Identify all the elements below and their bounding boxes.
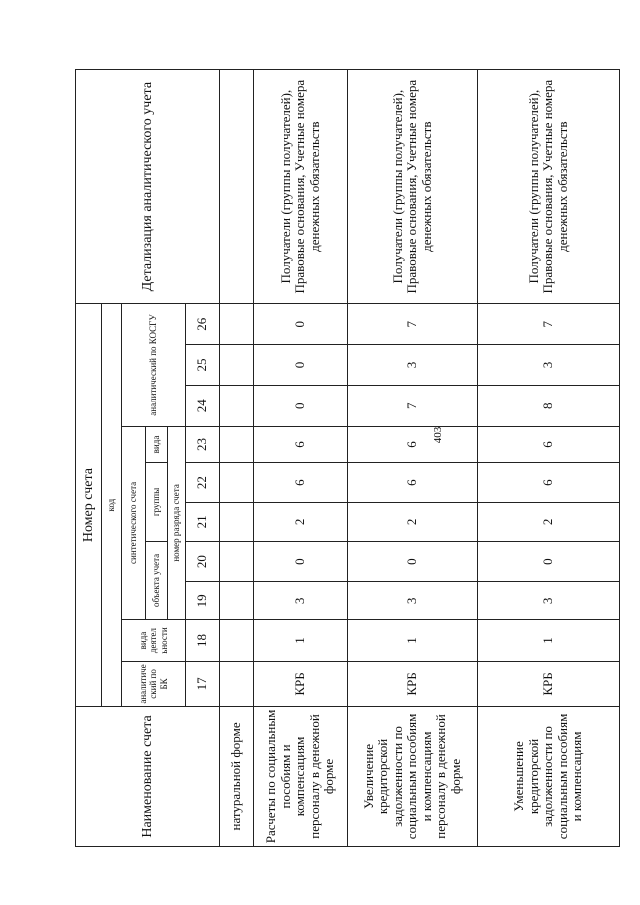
header-activity: вида деятел ьности: [122, 620, 186, 662]
row-value: 0: [348, 541, 478, 582]
digit-cell: 26: [186, 304, 220, 345]
row-value: 6: [254, 426, 348, 463]
row-value: 7: [478, 304, 620, 345]
row-value: 3: [478, 582, 620, 620]
rotated-page: [75, 69, 619, 847]
header-analytic-bk: аналитиче ский по БК: [122, 661, 186, 706]
row-name: Расчеты по социальным пособиям и компенсациям персоналу в денежной форме: [254, 706, 348, 846]
row-detail: Получатели (группы получателей), Правовые основания, Учетные номера денежных обязательств: [478, 70, 620, 304]
row-value: 2: [348, 503, 478, 542]
row-value: [220, 503, 254, 542]
row-detail: Получатели (группы получателей), Правовые основания, Учетные номера денежных обязательств: [348, 70, 478, 304]
header-synthetic: синтетического счета: [122, 426, 146, 619]
table-row: [478, 70, 620, 847]
digit-cell: 25: [186, 345, 220, 386]
row-value: 6: [348, 463, 478, 503]
row-value: 1: [478, 620, 620, 662]
row-value: 0: [254, 304, 348, 345]
digit-cell: 24: [186, 385, 220, 426]
row-detail: [220, 70, 254, 304]
row-value: [220, 661, 254, 706]
table-row: [348, 70, 478, 847]
digit-cell: 20: [186, 541, 220, 582]
header-number: Номер счета: [76, 304, 102, 707]
row-value: 7: [348, 385, 478, 426]
row-value: 2: [254, 503, 348, 542]
row-value: 2: [478, 503, 620, 542]
row-name: натуральной форме: [220, 706, 254, 846]
row-value: 7: [348, 304, 478, 345]
row-value: 8: [478, 385, 620, 426]
row-value: [220, 385, 254, 426]
row-value: 3: [254, 582, 348, 620]
row-value: [220, 463, 254, 503]
row-value: 0: [254, 385, 348, 426]
header-digit-number: номер разряда счета: [168, 426, 186, 619]
table-row: [254, 70, 348, 847]
row-name: Увеличение кредиторской задолженности по социальным пособиям и компенсациям персоналу в денежной форме: [348, 706, 478, 846]
row-value: 6: [478, 463, 620, 503]
row-detail: Получатели (группы получателей), Правовые основания, Учетные номера денежных обязательств: [254, 70, 348, 304]
row-value: КРБ: [478, 661, 620, 706]
row-value: 1: [348, 620, 478, 662]
table-row: [220, 70, 254, 847]
digit-cell: 19: [186, 582, 220, 620]
row-value: 1: [254, 620, 348, 662]
row-value: [220, 582, 254, 620]
accounts-table: [75, 69, 620, 847]
row-value: 3: [348, 345, 478, 386]
digit-cell: 23: [186, 426, 220, 463]
row-value: [220, 304, 254, 345]
row-value: [220, 541, 254, 582]
row-value: 0: [254, 345, 348, 386]
header-code: код: [102, 304, 122, 707]
row-value: 6: [478, 426, 620, 463]
header-detail: Детализация аналитического учета: [76, 70, 220, 304]
row-value: 6: [254, 463, 348, 503]
digit-cell: 22: [186, 463, 220, 503]
row-value: 3: [348, 582, 478, 620]
page-number: 403: [432, 426, 444, 444]
row-value: [220, 620, 254, 662]
digit-cell: 18: [186, 620, 220, 662]
row-value: 0: [254, 541, 348, 582]
digit-cell: 17: [186, 661, 220, 706]
row-value: [220, 345, 254, 386]
row-value: КРБ: [348, 661, 478, 706]
row-value: КРБ: [254, 661, 348, 706]
header-object: объекта учета: [146, 541, 168, 619]
header-kind: вида: [146, 426, 168, 463]
row-value: 0: [478, 541, 620, 582]
digit-cell: 21: [186, 503, 220, 542]
row-name: Уменьшение кредиторской задолженности по социальным пособиям и компенсациям: [478, 706, 620, 846]
row-value: 3: [478, 345, 620, 386]
header-analytic-kosgu: аналитический по КОСГУ: [122, 304, 186, 426]
row-value: [220, 426, 254, 463]
row-value: 6: [348, 426, 478, 463]
header-name: Наименование счета: [76, 706, 220, 846]
header-groups: группы: [146, 463, 168, 541]
